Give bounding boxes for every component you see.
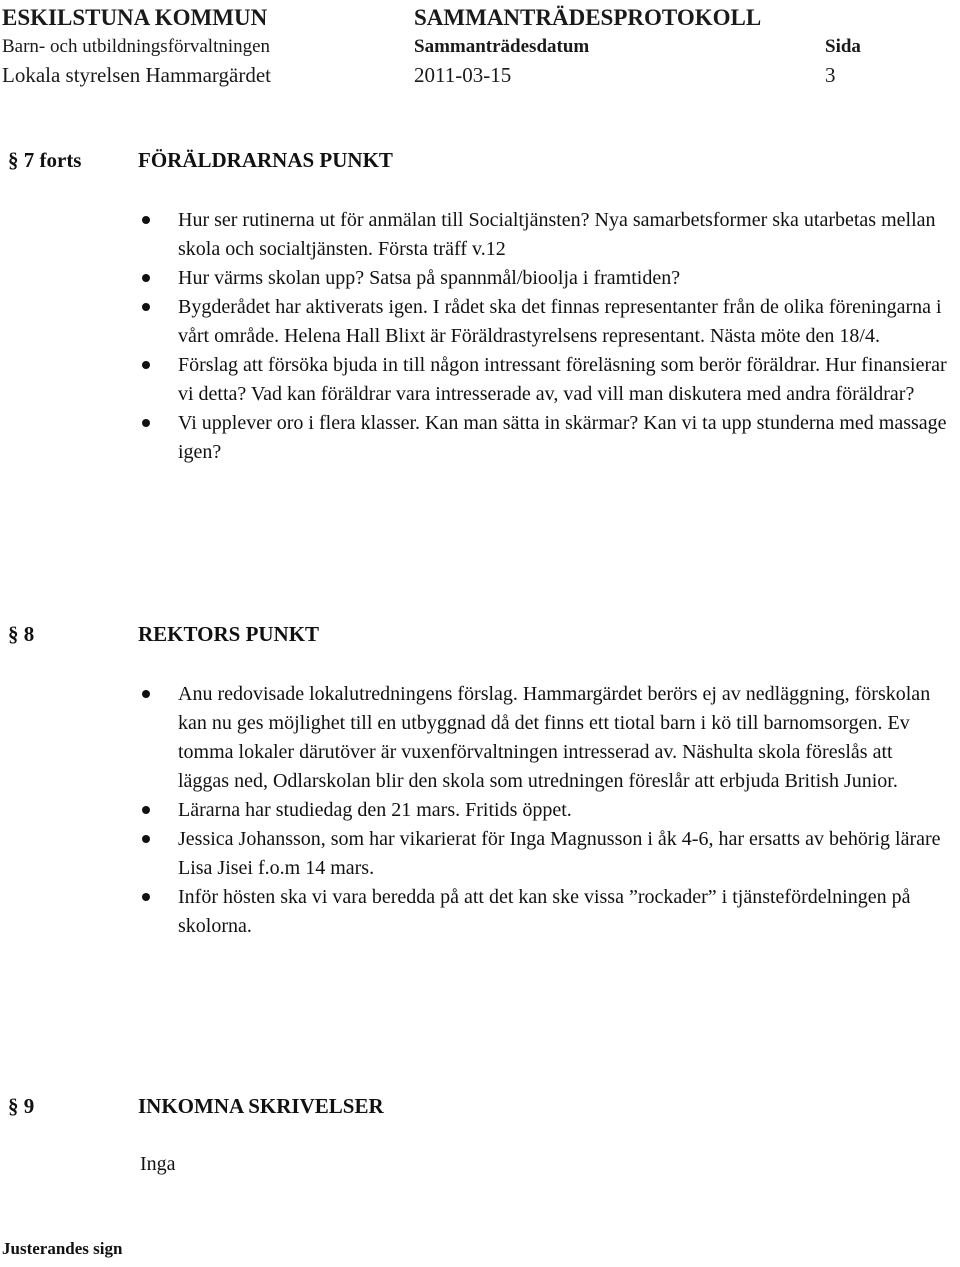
section-title: INKOMNA SKRIVELSER [138, 1094, 384, 1118]
list-item: Inför hösten ska vi vara beredda på att det kan ske vissa ”rockader” i tjänstefördelningen på skolorna. [178, 883, 948, 941]
section-number: § 8 [8, 622, 35, 646]
section-8-list [178, 680, 948, 941]
section-title: REKTORS PUNKT [138, 622, 320, 646]
board-name: Lokala styrelsen Hammargärdet [2, 63, 272, 87]
meeting-date: 2011-03-15 [414, 63, 512, 87]
section-number: § 7 forts [8, 148, 82, 172]
signature-label: Justerandes sign [2, 1239, 123, 1258]
municipality-name: ESKILSTUNA KOMMUN [2, 5, 268, 30]
section-number: § 9 [8, 1094, 35, 1118]
list-item: Jessica Johansson, som har vikarierat för Inga Magnusson i åk 4-6, har ersatts av behörig lärare Lisa Jisei f.o.m 14 mars. [178, 825, 948, 883]
page-number: 3 [825, 63, 836, 87]
section-9-body: Inga [140, 1153, 176, 1175]
page-label: Sida [825, 36, 861, 57]
department-name: Barn- och utbildningsförvaltningen [2, 36, 271, 57]
list-item: Hur värms skolan upp? Satsa på spannmål/bioolja i framtiden? [178, 264, 948, 293]
document-type: SAMMANTRÄDESPROTOKOLL [414, 5, 762, 30]
list-item: Anu redovisade lokalutredningens förslag. Hammargärdet berörs ej av nedläggning, förskolan kan nu ges möjlighet till en utbyggnad då det finns ett tiotal barn i kö till barnomsorgen. Ev tomma lokaler därutöver är vuxenförvaltningen intresserad av. Näshulta skola föreslås att läggas ned, Odlarskolan blir den skola som utredningen föreslår att erbjuda British Junior. [178, 680, 948, 796]
list-item: Lärarna har studiedag den 21 mars. Fritids öppet. [178, 796, 948, 825]
list-item: Förslag att försöka bjuda in till någon intressant föreläsning som berör föräldrar. Hur finansierar vi detta? Vad kan föräldrar vara intresserade av, vad vill man diskutera med andra föräldrar? [178, 351, 948, 409]
list-item: Vi upplever oro i flera klasser. Kan man sätta in skärmar? Kan vi ta upp stunderna med massage igen? [178, 409, 948, 467]
list-item: Bygderådet har aktiverats igen. I rådet ska det finnas representanter från de olika föreningarna i vårt område. Helena Hall Blixt är Föräldrastyrelsens representant. Nästa möte den 18/4. [178, 293, 948, 351]
date-label: Sammanträdesdatum [414, 36, 590, 57]
section-7-list [178, 206, 948, 467]
list-item: Hur ser rutinerna ut för anmälan till Socialtjänsten? Nya samarbetsformer ska utarbetas mellan skola och socialtjänsten. Första träff v.12 [178, 206, 948, 264]
section-title: FÖRÄLDRARNAS PUNKT [138, 148, 393, 172]
